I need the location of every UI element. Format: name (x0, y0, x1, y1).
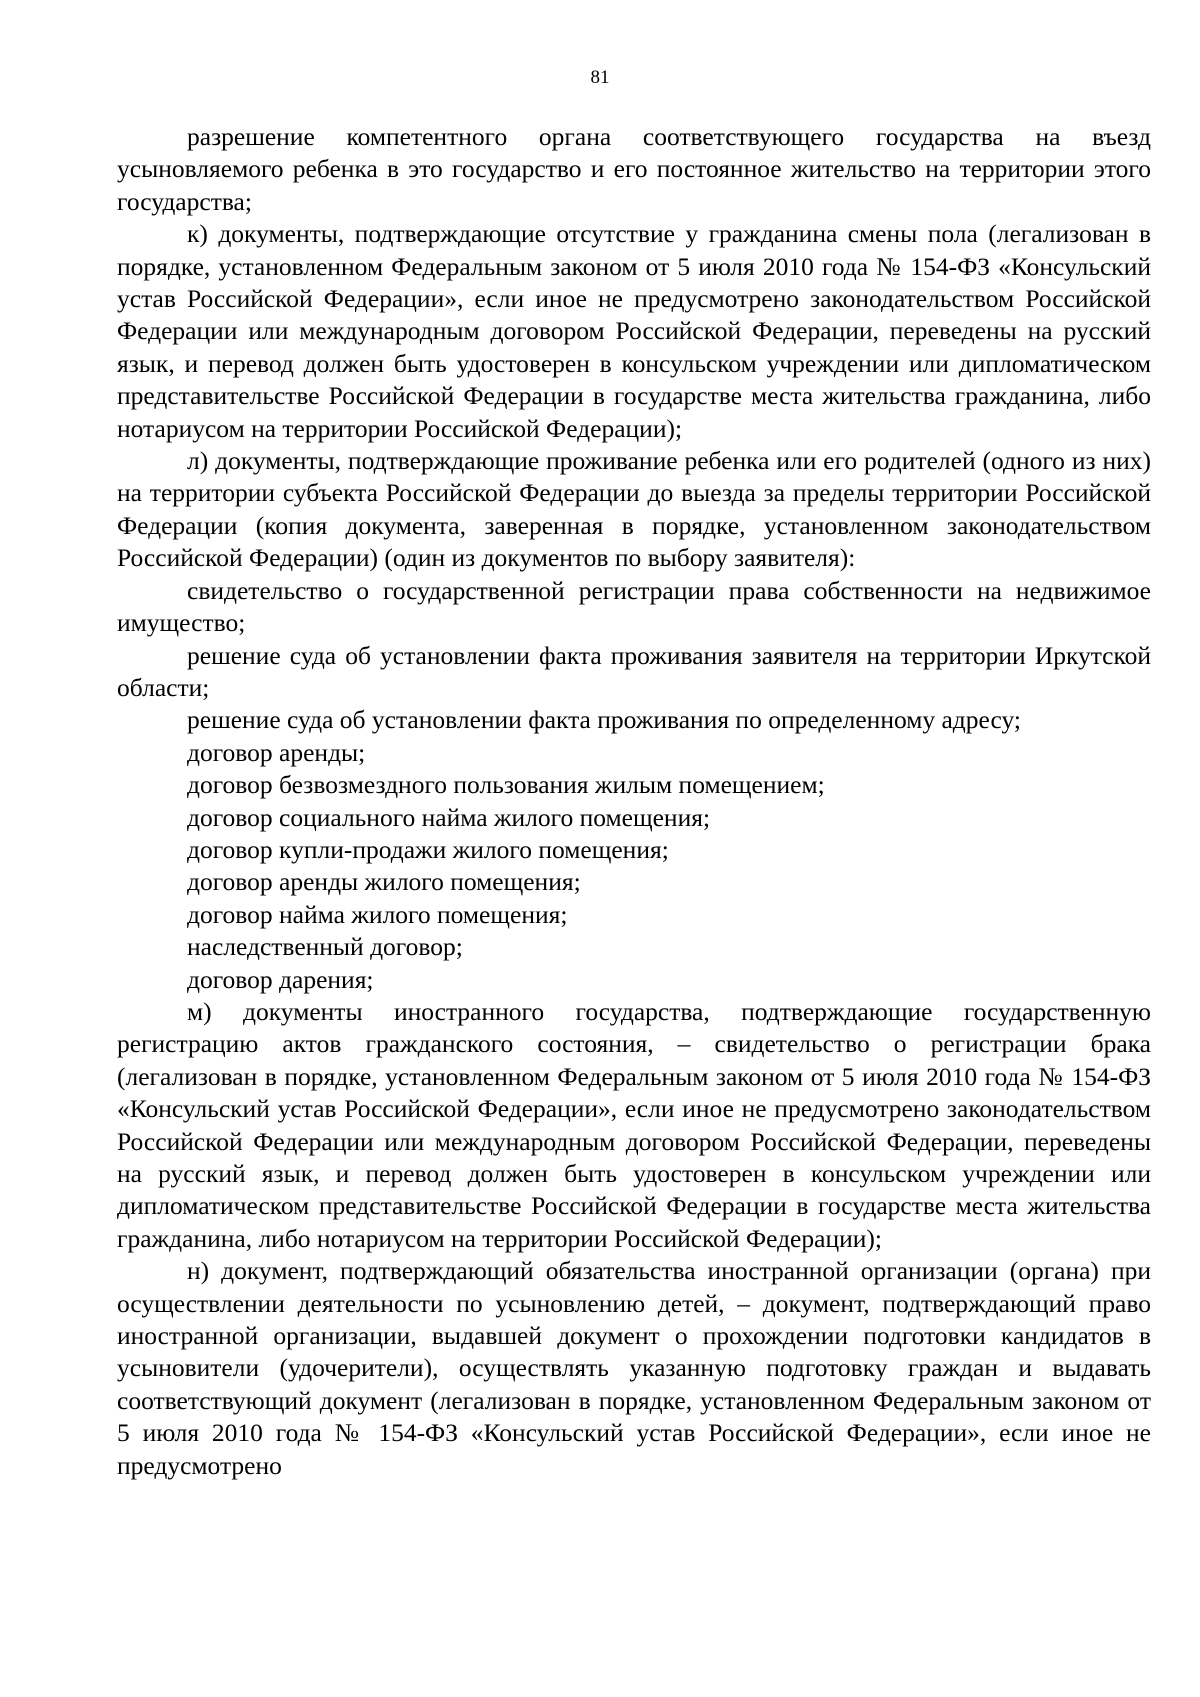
list-item-social-rent: договор социального найма жилого помещения; (187, 802, 711, 832)
list-item-inheritance: наследственный договор; (187, 932, 463, 962)
page-number: 81 (590, 67, 610, 88)
list-item-purchase: договор купли-продажи жилого помещения; (187, 834, 669, 864)
list-item-property-certificate: свидетельство о государственной регистрации права собственности на недвижимое имущество; (117, 575, 1151, 638)
list-item-gift: договор дарения; (187, 964, 374, 994)
list-item-residential-rent: договор найма жилого помещения; (187, 899, 568, 929)
body-text (117, 121, 1151, 1482)
paragraph-entry-permission: разрешение компетентного органа соответствующего государства на въезд усыновляемого ребенка в это государство и его постоянное жительство на территории этого государства; (117, 122, 1151, 216)
list-item-lease: договор аренды; (187, 737, 366, 767)
paragraph-item-k: к) документы, подтверждающие отсутствие у гражданина смены пола (легализован в порядке, установленном Федеральным законом от 5 июля 2010 года № 154-ФЗ «Консульский устав Российской Федерации», если иное не предусмотрено законодательством Российской Федерации или международным договором Российской Федерации, переведены на русский язык, и перевод должен быть удостоверен в консульском учреждении или дипломатическом представительстве Российской Федерации в государстве места жительства гражданина, либо нотариусом на территории Российской Федерации); (117, 219, 1151, 443)
paragraph-item-n: н) документ, подтверждающий обязательства иностранной организации (органа) при осуществлении деятельности по усыновлению детей, – документ, подтверждающий право иностранной организации, выдавшей документ о прохождении подготовки кандидатов в усыновители (удочерители), осуществлять указанную подготовку граждан и выдавать соответствующий документ (легализован в порядке, установленном Федеральным законом от 5 июля 2010 года № 154-ФЗ «Консульский устав Российской Федерации», если иное не предусмотрено (117, 1256, 1151, 1480)
paragraph-item-l: л) документы, подтверждающие проживание ребенка или его родителей (одного из них) на территории субъекта Российской Федерации до выезда за пределы территории Российской Федерации (копия документа, заверенная в порядке, установленном законодательством Российской Федерации) (один из документов по выбору заявителя): (117, 446, 1151, 573)
list-item-court-decision-address: решение суда об установлении факта проживания по определенному адресу; (187, 705, 1021, 735)
list-item-court-decision-region: решение суда об установлении факта проживания заявителя на территории Иркутской области; (117, 640, 1151, 702)
list-item-residential-lease: договор аренды жилого помещения; (187, 867, 581, 897)
paragraph-item-m: м) документы иностранного государства, подтверждающие государственную регистрацию актов гражданского состояния, – свидетельство о регистрации брака (легализован в порядке, установленном Федеральным законом от 5 июля 2010 года № 154-ФЗ «Консульский устав Российской Федерации», если иное не предусмотрено законодательством Российской Федерации или международным договором Российской Федерации, переведены на русский язык, и перевод должен быть удостоверен в консульском учреждении или дипломатическом представительстве Российской Федерации в государстве места жительства гражданина, либо нотариусом на территории Российской Федерации); (117, 996, 1151, 1253)
list-item-free-use: договор безвозмездного пользования жилым помещением; (187, 770, 825, 800)
